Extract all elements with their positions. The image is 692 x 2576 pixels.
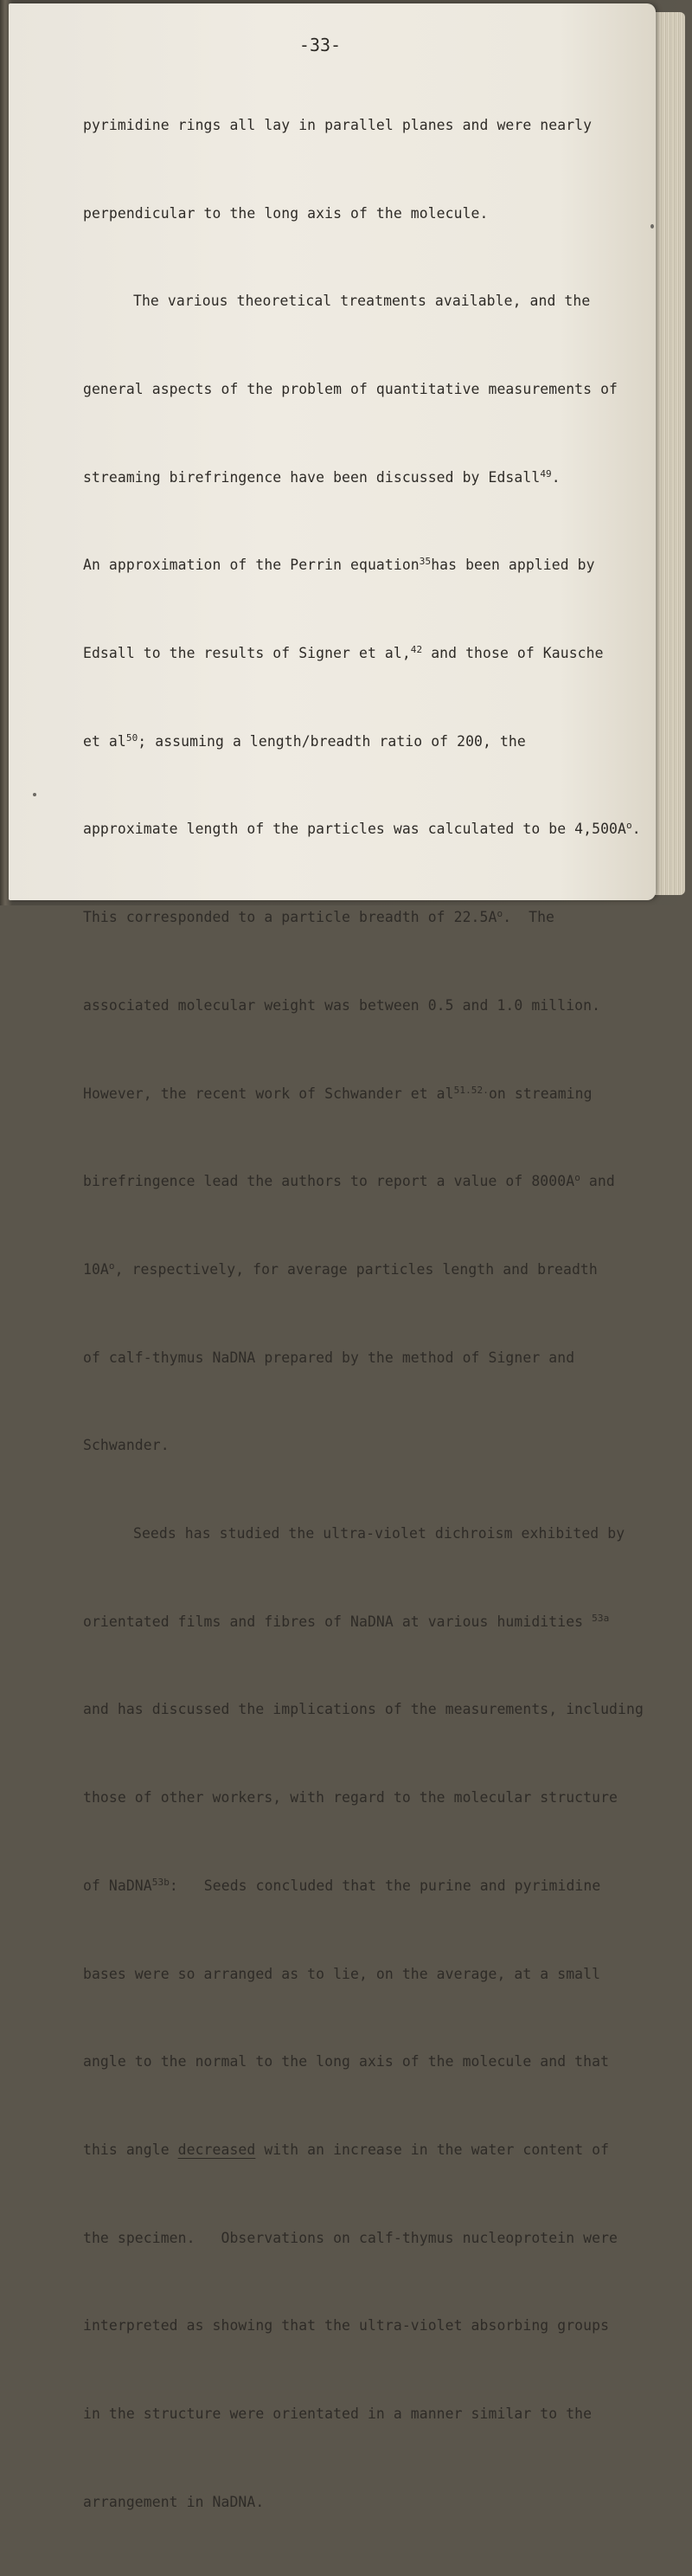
text-line bbox=[83, 2224, 644, 2253]
text-segment: 10A bbox=[83, 1260, 109, 1278]
reference-superscript: 50 bbox=[125, 731, 138, 744]
reference-superscript: 53a bbox=[592, 1612, 610, 1624]
text-line bbox=[83, 1695, 644, 1724]
text-line bbox=[83, 1079, 644, 1109]
text-line bbox=[83, 2488, 644, 2517]
text-segment: the specimen. Observations on calf-thymus nucleoprotein were bbox=[83, 2229, 618, 2246]
text-line bbox=[83, 1167, 644, 1196]
text-line bbox=[83, 2135, 644, 2165]
text-segment: Schwander. bbox=[83, 1437, 170, 1454]
text-line bbox=[83, 639, 644, 668]
text-line bbox=[83, 815, 644, 844]
text-segment: orientated films and fibres of NaDNA at various humidities bbox=[83, 1613, 593, 1630]
text-segment: This corresponded to a particle breadth of 22.5A bbox=[83, 909, 497, 926]
text-segment: However, the recent work of Schwander et al bbox=[83, 1085, 454, 1102]
page-number: -33- bbox=[298, 35, 342, 55]
text-segment: with an increase in the water content of bbox=[255, 2141, 610, 2158]
text-segment: Edsall to the results of Signer et al, bbox=[83, 645, 411, 662]
angstrom-superscript: o bbox=[108, 1259, 115, 1272]
text-segment: of calf-thymus NaDNA prepared by the method of Signer and bbox=[83, 1349, 575, 1366]
text-segment: angle to the normal to the long axis of the molecule and that bbox=[83, 2053, 610, 2070]
text-line bbox=[83, 463, 644, 493]
text-segment: streaming birefringence have been discussed by Edsall bbox=[83, 468, 541, 486]
text-segment: has been applied by bbox=[431, 557, 595, 574]
text-line bbox=[83, 1343, 644, 1373]
angstrom-superscript: o bbox=[497, 908, 503, 920]
text-segment: those of other workers, with regard to the molecular structure bbox=[83, 1789, 618, 1806]
angstrom-superscript: o bbox=[625, 820, 632, 832]
underlined-word: decreased bbox=[177, 2141, 256, 2158]
text-segment: and those of Kausche bbox=[422, 645, 604, 662]
paragraph-start-line bbox=[83, 287, 644, 316]
text-line bbox=[83, 1607, 644, 1637]
text-line bbox=[83, 2311, 644, 2341]
text-segment: in the structure were orientated in a manner similar to the bbox=[83, 2405, 593, 2423]
text-segment: An approximation of the Perrin equation bbox=[83, 557, 420, 574]
text-segment: approximate length of the particles was calculated to be 4,500A bbox=[83, 821, 626, 838]
text-segment: . bbox=[551, 468, 561, 486]
text-segment: this angle bbox=[83, 2141, 178, 2158]
reference-superscript: 53b bbox=[151, 1876, 170, 1888]
paper-speck bbox=[33, 793, 36, 796]
text-line bbox=[83, 1871, 644, 1901]
text-line bbox=[83, 551, 644, 580]
text-segment: perpendicular to the long axis of the molecule. bbox=[83, 204, 489, 222]
text-line bbox=[83, 111, 644, 140]
text-segment: pyrimidine rings all lay in parallel planes and were nearly bbox=[83, 116, 593, 133]
text-line bbox=[83, 1255, 644, 1285]
reference-superscript: 42 bbox=[410, 644, 423, 656]
text-segment: birefringence lead the authors to report a value of 8000A bbox=[83, 1173, 575, 1190]
text-segment: , respectively, for average particles length and breadth bbox=[114, 1260, 598, 1278]
text-line bbox=[83, 375, 644, 404]
paragraph-start-line bbox=[83, 1519, 644, 1549]
text-line bbox=[83, 1431, 644, 1460]
text-line bbox=[83, 1960, 644, 1989]
text-segment: and bbox=[580, 1173, 615, 1190]
text-line bbox=[83, 2047, 644, 2077]
text-segment: interpreted as showing that the ultra-violet absorbing groups bbox=[83, 2317, 610, 2334]
text-segment: and has discussed the implications of the measurements, including bbox=[83, 1701, 644, 1718]
text-line bbox=[83, 727, 644, 757]
reference-superscript: 49 bbox=[540, 467, 552, 480]
reference-superscript: 35 bbox=[419, 556, 432, 568]
text-segment: bases were so arranged as to lie, on the average, at a small bbox=[83, 1965, 601, 1982]
angstrom-superscript: o bbox=[574, 1172, 580, 1184]
reference-superscript: 51.52. bbox=[453, 1084, 489, 1096]
text-line bbox=[83, 199, 644, 229]
body-text bbox=[83, 52, 644, 2576]
text-segment: The various theoretical treatments available, and the bbox=[133, 293, 591, 310]
text-segment: general aspects of the problem of quantitative measurements of bbox=[83, 380, 618, 397]
text-segment: . The bbox=[503, 909, 555, 926]
text-segment: of NaDNA bbox=[83, 1877, 152, 1894]
text-segment: on streaming bbox=[488, 1085, 593, 1102]
text-line bbox=[83, 903, 644, 932]
text-segment: : Seeds concluded that the purine and pyrimidine bbox=[169, 1877, 601, 1894]
text-line bbox=[83, 991, 644, 1021]
text-segment: . bbox=[631, 821, 641, 838]
text-line bbox=[83, 2399, 644, 2429]
text-line bbox=[83, 1783, 644, 1813]
text-segment: et al bbox=[83, 732, 126, 750]
text-segment: arrangement in NaDNA. bbox=[83, 2493, 265, 2510]
text-segment: ; assuming a length/breadth ratio of 200, the bbox=[138, 732, 526, 750]
text-segment: associated molecular weight was between 0.5 and 1.0 million. bbox=[83, 996, 601, 1014]
paper-speck bbox=[650, 224, 654, 229]
text-segment: Seeds has studied the ultra-violet dichroism exhibited by bbox=[133, 1525, 625, 1542]
